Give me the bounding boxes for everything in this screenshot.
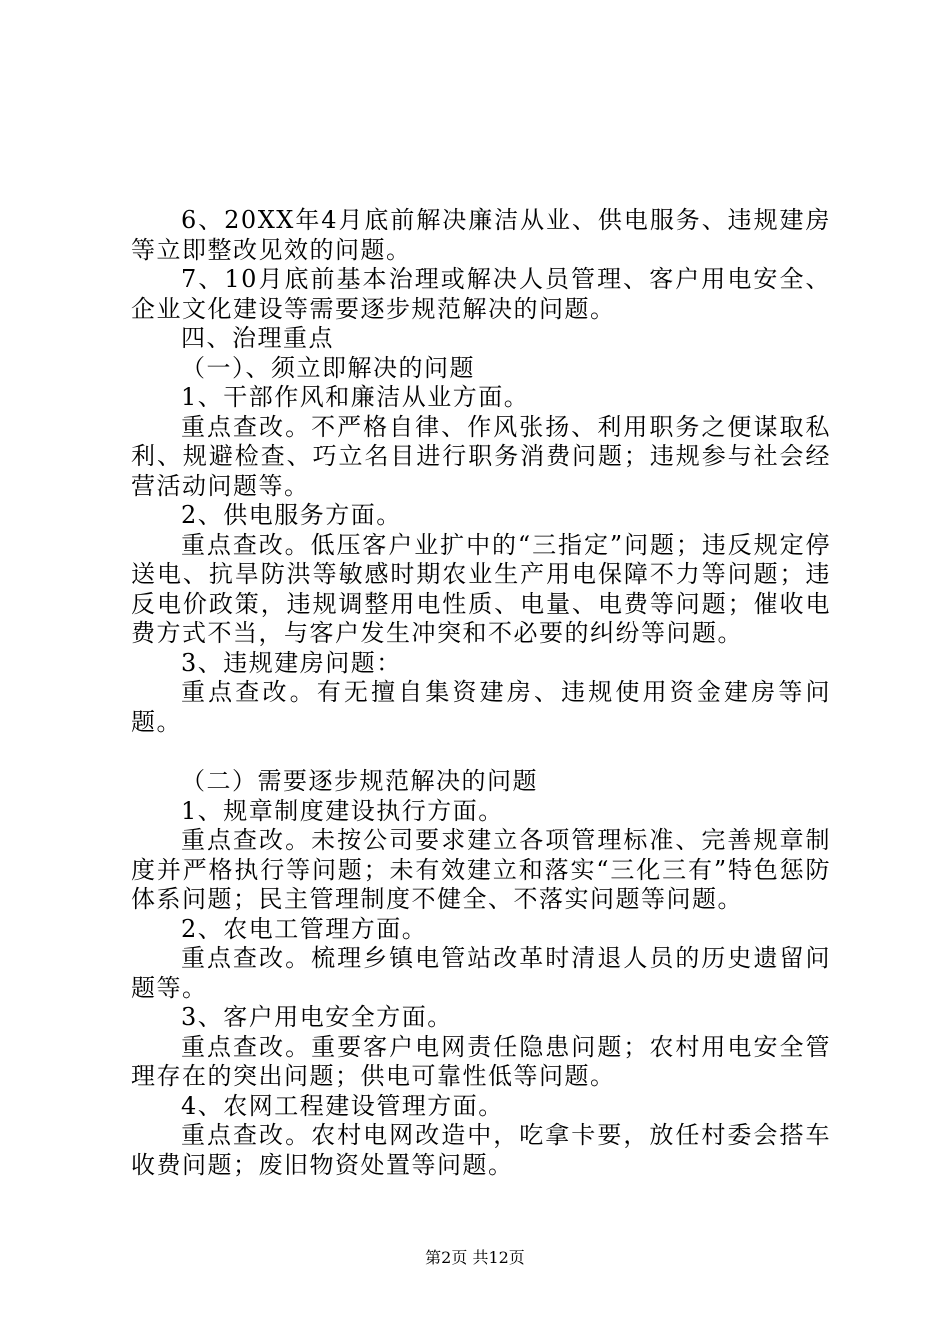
point-heading: 2、供电服务方面。 [181,501,402,529]
point-body: 重点查改。有无擅自集资建房、违规使用资金建房等问题。 [131,678,831,736]
point-body: 重点查改。农村电网改造中，吃拿卡要，放任村委会搭车收费问题；废旧物资处置等问题。 [131,1121,831,1179]
document-body [131,206,831,1180]
point-heading: 3、客户用电安全方面。 [181,1003,453,1031]
subsection-heading-1: （一）、须立即解决的问题 [181,353,475,382]
point-heading: 2、农电工管理方面。 [181,914,428,943]
spacer [131,737,831,767]
point-body: 重点查改。低压客户业扩中的“三指定”问题；违反规定停送电、抗旱防洪等敏感时期农业生产用电保障不力等问题；违反电价政策，违规调整用电性质、电量、电费等问题；催收电费方式不当，与客户发生冲突和不必要的纠纷等问题。 [131,530,831,647]
point-body: 重点查改。重要客户电网责任隐患问题；农村用电安全管理存在的突出问题；供电可靠性低等问题。 [131,1032,831,1090]
paragraph-item-7: 7、10月底前基本治理或解决人员管理、客户用电安全、企业文化建设等需要逐步规范解决的问题。 [131,265,831,323]
paragraph-item-6: 6、20XX年4月底前解决廉洁从业、供电服务、违规建房等立即整改见效的问题。 [131,206,831,264]
point-body: 重点查改。梳理乡镇电管站改革时清退人员的历史遗留问题等。 [131,944,831,1002]
subsection-heading-2: （二）需要逐步规范解决的问题 [181,767,538,795]
page-footer: 第2页 共12页 [425,1248,525,1267]
point-body: 重点查改。未按公司要求建立各项管理标准、完善规章制度并严格执行等问题；未有效建立和落实“三化三有”特色惩防体系问题；民主管理制度不健全、不落实问题等问题。 [131,826,831,913]
point-heading: 4、农网工程建设管理方面。 [181,1091,504,1120]
point-body: 重点查改。不严格自律、作风张扬、利用职务之便谋取私利、规避检查、巧立名目进行职务消费问题；违规参与社会经营活动问题等。 [131,412,831,500]
point-heading: 1、规章制度建设执行方面。 [181,796,504,825]
section-heading-4: 四、治理重点 [181,324,334,352]
point-heading: 1、干部作风和廉洁从业方面。 [181,383,530,411]
point-heading: 3、违规建房问题： [181,648,402,677]
